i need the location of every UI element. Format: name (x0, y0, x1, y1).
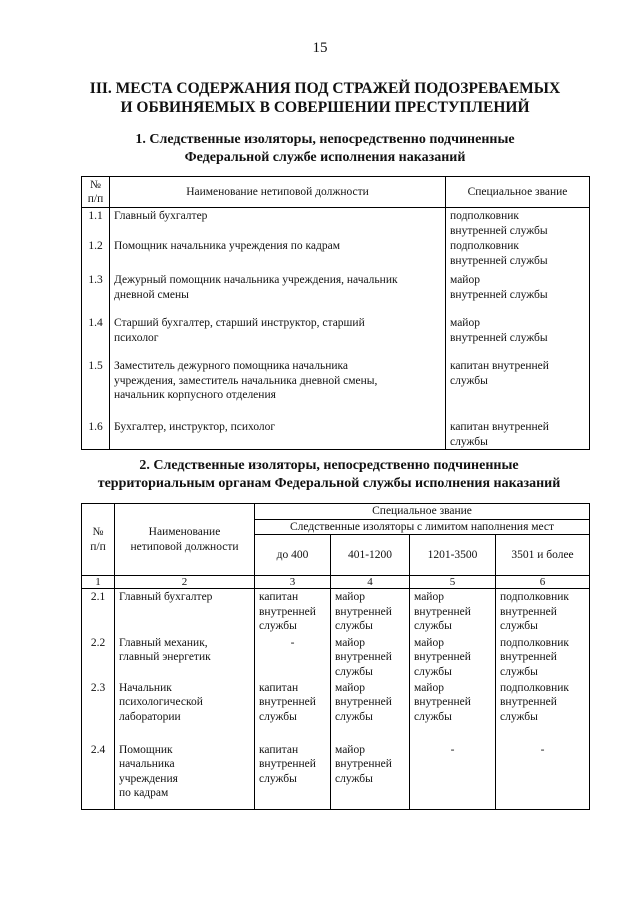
rank-cell (331, 742, 410, 810)
cell-line: внутренней службы (450, 331, 548, 344)
cell-line: Заместитель дежурного помощника начальника (114, 360, 349, 372)
subsection-title-line: территориальным органам Федеральной службы исполнения наказаний (97, 476, 561, 491)
cell-line: начальник корпусного отделения (114, 389, 276, 401)
cell-line: Главный механик, (119, 636, 208, 649)
cell-line: подполковник (500, 591, 569, 603)
position-cell (110, 315, 446, 358)
table-row (82, 315, 590, 358)
header-rank: Специальное звание (446, 177, 590, 208)
cell-line: службы (259, 710, 297, 723)
rank-cell (446, 315, 590, 358)
cell-line: внутренней службы (450, 288, 548, 301)
position-cell (115, 635, 255, 680)
column-number: 3 (255, 576, 331, 589)
cell-line: внутренней (500, 605, 557, 618)
rank-cell (410, 742, 496, 810)
column-number: 6 (496, 576, 590, 589)
cell-line: внутренней (335, 605, 392, 618)
cell-line: психолог (114, 331, 159, 344)
cell-line: службы (500, 665, 538, 678)
table-row (82, 589, 590, 635)
row-number: 2.3 (82, 680, 115, 742)
position-cell (115, 680, 255, 742)
table-header-row (82, 504, 590, 520)
table-row (82, 238, 590, 272)
positions-table-2 (81, 503, 590, 810)
table-row (82, 208, 590, 239)
table-header-row (82, 177, 590, 208)
rank-cell (496, 589, 590, 635)
cell-line: внутренней (259, 605, 316, 618)
cell-line: учреждения (119, 772, 178, 785)
table-row (82, 358, 590, 419)
header-limit-column: 401-1200 (331, 535, 410, 576)
subsection-title-line: 2. Следственные изоляторы, непосредственно подчиненные (139, 458, 519, 473)
subsection-1-title (85, 131, 565, 167)
header-limit-column: 3501 и более (496, 535, 590, 576)
cell-line: - (540, 743, 545, 756)
cell-line: внутренней (335, 758, 392, 770)
cell-line: службы (259, 772, 297, 785)
subsection-2-title (74, 457, 584, 493)
cell-line: внутренней службы (450, 224, 548, 237)
positions-table-1 (81, 176, 590, 450)
row-number: 1.1 (82, 208, 110, 239)
cell-line: майор (335, 636, 365, 649)
cell-line: внутренней (335, 696, 392, 708)
section-title-line: И ОБВИНЯЕМЫХ В СОВЕРШЕНИИ ПРЕСТУПЛЕНИЙ (120, 99, 530, 116)
header-limit-column: до 400 (255, 535, 331, 576)
table-row (82, 680, 590, 742)
cell-line: службы (414, 620, 452, 632)
header-text: Наименование (148, 526, 221, 538)
cell-line: внутренней (414, 605, 471, 618)
cell-line: капитан внутренней (450, 421, 549, 433)
rank-cell (255, 742, 331, 810)
cell-line: майор (450, 317, 480, 329)
row-number: 2.2 (82, 635, 115, 680)
cell-line: майор (335, 591, 365, 603)
cell-line: внутренней (414, 696, 471, 708)
cell-line: майор (414, 591, 444, 603)
cell-line: Начальник (119, 681, 172, 694)
rank-cell (255, 680, 331, 742)
header-limit: Следственные изоляторы с лимитом наполнения мест (255, 519, 590, 535)
row-number: 2.1 (82, 589, 115, 635)
cell-line: подполковник (450, 210, 519, 222)
rank-cell (410, 680, 496, 742)
rank-cell (446, 358, 590, 419)
cell-line: Главный бухгалтер (114, 210, 208, 222)
position-cell (115, 589, 255, 635)
cell-line: службы (335, 665, 373, 678)
rank-cell (496, 635, 590, 680)
cell-line: внутренней (335, 651, 392, 663)
page-number: 15 (312, 40, 328, 56)
column-number-row (82, 576, 590, 589)
rank-cell (496, 742, 590, 810)
cell-line: подполковник (500, 636, 569, 649)
position-cell (110, 358, 446, 419)
cell-line: Главный бухгалтер (119, 591, 213, 603)
cell-line: службы (450, 435, 488, 448)
row-number: 1.4 (82, 315, 110, 358)
section-title (60, 79, 590, 117)
cell-line: майор (335, 743, 365, 756)
rank-cell (446, 208, 590, 239)
cell-line: внутренней (414, 651, 471, 663)
cell-line: Помощник (119, 743, 173, 756)
cell-line: службы (259, 620, 297, 632)
header-text: № (92, 526, 104, 538)
position-cell (110, 238, 446, 272)
cell-line: - (290, 636, 295, 649)
table-row (82, 742, 590, 810)
rank-cell (331, 680, 410, 742)
cell-line: Бухгалтер, инструктор, психолог (114, 421, 276, 433)
cell-line: учреждения, заместитель начальника дневной смены, (114, 374, 378, 387)
rank-cell (255, 589, 331, 635)
rank-cell (331, 635, 410, 680)
row-number: 1.3 (82, 272, 110, 315)
cell-line: лаборатории (119, 710, 181, 723)
header-number (82, 504, 115, 576)
row-number: 1.6 (82, 419, 110, 450)
cell-line: Помощник начальника учреждения по кадрам (114, 240, 341, 252)
cell-line: службы (500, 620, 538, 632)
cell-line: капитан внутренней (450, 360, 549, 372)
cell-line: психологической (119, 696, 203, 708)
cell-line: майор (414, 681, 444, 694)
header-position (115, 504, 255, 576)
column-number: 5 (410, 576, 496, 589)
cell-line: главный энергетик (119, 651, 211, 663)
cell-line: службы (414, 710, 452, 723)
rank-cell (255, 635, 331, 680)
cell-line: внутренней (259, 758, 316, 770)
rank-cell (446, 272, 590, 315)
cell-line: майор (414, 636, 444, 649)
header-limit-column: 1201-3500 (410, 535, 496, 576)
rank-cell (446, 419, 590, 450)
cell-line: Дежурный помощник начальника учреждения, начальник (114, 274, 398, 286)
cell-line: капитан (259, 681, 299, 694)
cell-line: подполковник (500, 681, 569, 694)
cell-line: капитан (259, 743, 299, 756)
section-title-line: III. МЕСТА СОДЕРЖАНИЯ ПОД СТРАЖЕЙ ПОДОЗРЕВАЕМЫХ (89, 80, 561, 97)
header-position: Наименование нетиповой должности (110, 177, 446, 208)
header-text: п/п (90, 540, 106, 553)
position-cell (110, 272, 446, 315)
cell-line: дневной смены (114, 288, 189, 301)
cell-line: майор (335, 681, 365, 694)
cell-line: службы (414, 665, 452, 678)
position-cell (115, 742, 255, 810)
cell-line: службы (335, 620, 373, 632)
header-text: п/п (87, 193, 104, 205)
cell-line: службы (500, 710, 538, 723)
rank-cell (410, 635, 496, 680)
cell-line: службы (335, 710, 373, 723)
position-cell (110, 419, 446, 450)
column-number: 4 (331, 576, 410, 589)
row-number: 2.4 (82, 742, 115, 810)
column-number: 2 (115, 576, 255, 589)
cell-line: внутренней службы (450, 254, 548, 267)
rank-cell (496, 680, 590, 742)
position-cell (110, 208, 446, 239)
table-row (82, 635, 590, 680)
row-number: 1.5 (82, 358, 110, 419)
table-row (82, 419, 590, 450)
row-number: 1.2 (82, 238, 110, 272)
column-number: 1 (82, 576, 115, 589)
rank-cell (331, 589, 410, 635)
cell-line: майор (450, 274, 480, 286)
cell-line: службы (335, 772, 373, 785)
cell-line: подполковник (450, 240, 519, 252)
cell-line: внутренней (500, 696, 557, 708)
rank-cell (446, 238, 590, 272)
cell-line: службы (450, 374, 488, 387)
cell-line: - (450, 743, 455, 756)
header-text: № (90, 178, 101, 191)
subsection-title-line: 1. Следственные изоляторы, непосредственно подчиненные (135, 132, 515, 147)
header-text: нетиповой должности (130, 540, 239, 553)
subsection-title-line: Федеральной службе исполнения наказаний (184, 150, 466, 165)
cell-line: внутренней (500, 651, 557, 663)
cell-line: по кадрам (119, 787, 169, 799)
cell-line: Старший бухгалтер, старший инструктор, старший (114, 317, 365, 329)
header-number (82, 177, 110, 208)
rank-cell (410, 589, 496, 635)
header-rank: Специальное звание (255, 504, 590, 520)
cell-line: начальника (119, 758, 175, 770)
table-row (82, 272, 590, 315)
cell-line: капитан (259, 591, 299, 603)
cell-line: внутренней (259, 696, 316, 708)
